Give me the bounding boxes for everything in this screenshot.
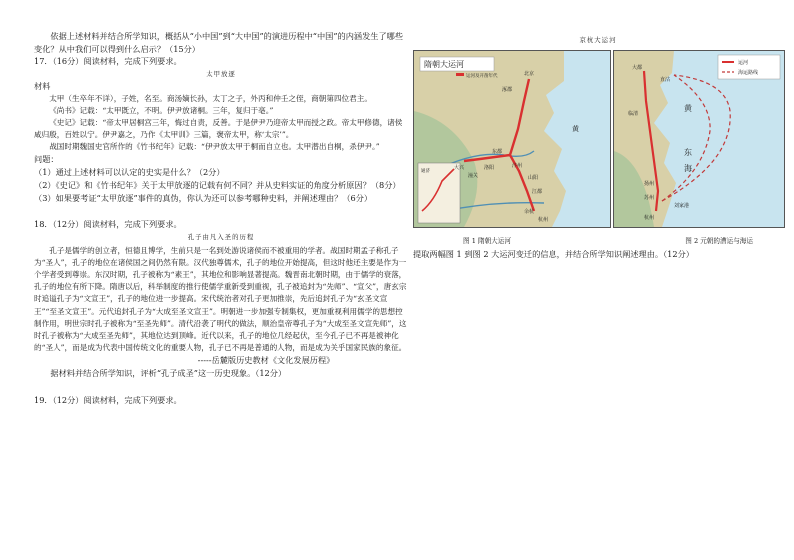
- place-hai: 海: [684, 163, 692, 173]
- q17-material-label: 材料: [34, 81, 51, 92]
- map-captions: [413, 236, 783, 246]
- place-luoyang: 洛阳: [484, 164, 495, 171]
- place-dongdu: 东都: [492, 148, 503, 155]
- place-yangzhou-2: 扬州: [644, 180, 655, 187]
- map-yuan-transport-svg: [614, 51, 784, 227]
- maps-row: [413, 50, 783, 234]
- place-liujiagang: 刘家港: [674, 202, 690, 209]
- inset-label: 通济: [421, 168, 430, 174]
- place-linqing: 临清: [628, 110, 639, 117]
- place-huang: 黄: [572, 124, 579, 133]
- q18-source: -----岳麓版历史教材《文化发展历程》: [197, 355, 335, 366]
- q17-question-3: （3）如果要考证“太甲放逐”事件的真伪，你认为还可以参考哪种史料，并阐述理由？（6分）: [34, 192, 373, 203]
- place-hangzhou-2: 杭州: [644, 214, 655, 221]
- place-zhigu: 直沽: [660, 76, 671, 83]
- q19-heading: 19．（12分）阅读材料，完成下列要求。: [34, 394, 182, 405]
- map-sui-canal: [413, 50, 611, 228]
- grand-canal-title: 京杭大运河: [579, 36, 617, 44]
- q17-material-p2: 《尚书》记载：“太甲既立，不明。伊尹放诸桐。三年，复归于亳。”: [49, 105, 274, 115]
- place-hangzhou: 杭州: [538, 216, 549, 223]
- place-tongguan: 潼关: [468, 172, 479, 179]
- map2-legend-river: 运河: [738, 59, 749, 66]
- map1-legend: 运河及开凿年代: [466, 73, 498, 79]
- q17-title: 太甲放逐: [206, 70, 236, 79]
- q19-question: 提取两幅图 1 到图 2 大运河变迁的信息，并结合所学知识阐述理由。（12分）: [413, 249, 694, 260]
- place-yuhang: 余杭: [524, 208, 535, 215]
- map1-title: 隋朝大运河: [424, 59, 464, 69]
- map1-legend-swatch: [456, 73, 464, 76]
- q17-heading: 17．（16分）阅读材料，完成下列要求。: [34, 56, 182, 67]
- q18-body: 孔子是儒学的创立者，恒德且博学，生前只是一名到处游说诸侯而不被重用的学者。战国时期孟子称孔子为“圣人”，孔子的地位在诸侯国之间仍然有限。汉代独尊儒术，孔子的地位开始提高，但这时他还主要是作为一个学者受到尊崇。东汉时期，孔子被称为“素王”，其地位和影响显著提高。魏晋南北朝时期，由于儒学的衰落，孔子的地位有所下降。隋唐以后，科举制度的推行使儒学重新受到重视，孔子被追封为“先师”、“宣父”，唐玄宗时追谥孔子为“文宣王”，孔子的地位进一步提高。宋代统治者对孔子更加推崇，先后追封孔子为“玄圣文宣王”“至圣文宣王”。元代追封孔子为“大成至圣文宣王”。明朝进一步加强专制集权，更加重视利用儒学的思想控制作用，明世宗时孔子被称为“至圣先师”。清代沿袭了明代的做法，顺治皇帝尊孔子为“大成至圣文宣先师”，这时孔子被称为“大成至圣先师”，其地位达到顶峰。近代以来，孔子的地位几经起伏，至今孔子已不再是被神化的“圣人”，而是成为代表中国传统文化的重要人物，孔子已不再是普通的人物，而是成为关乎国家民族的象征。: [34, 245, 407, 352]
- place-dadu: 大都: [632, 64, 643, 71]
- place-huang-2: 黄: [684, 103, 692, 113]
- q18-title: 孔子由凡入圣的历程: [187, 232, 255, 241]
- place-suzhou: 苏州: [644, 194, 655, 201]
- place-zhuojun: 涿郡: [502, 86, 513, 93]
- q17-questions-label: 问题：: [34, 154, 59, 165]
- left-column: [34, 30, 408, 406]
- q17-material-p4: 战国时期魏国史官所作的《竹书纪年》记载：“伊尹放太甲于桐而自立也。太甲潜出自桐，杀伊尹。”: [49, 142, 380, 152]
- q17-material: [34, 93, 408, 154]
- map-yuan-transport: [613, 50, 785, 228]
- caption-figure-1: 图 1 隋朝大运河: [463, 236, 511, 245]
- q17-question-1: （1）通过上述材料可以认定的史实是什么？（2分）: [34, 167, 225, 178]
- place-dong: 东: [684, 147, 692, 157]
- map2-legend-sea: 海运路线: [738, 69, 759, 76]
- q18-heading: 18．（12分）阅读材料，完成下列要求。: [34, 219, 182, 230]
- caption-figure-2: 图 2 元朝的漕运与海运: [685, 236, 753, 245]
- place-bianzhou: 汴州: [512, 162, 523, 169]
- q16-tail: 依据上述材料并结合所学知识，概括从“小中国”到“大中国”的演进历程中“中国”的内涵发生了哪些变化？从中我们可以得到什么启示？（15分）: [34, 31, 404, 54]
- q17-material-p3: 《史记》记载：“帝太甲居桐宫三年，悔过自责，反善。于是伊尹乃迎帝太甲而授之政。帝太甲修德，诸侯咸归殷，百姓以宁。伊尹嘉之，乃作《太甲训》三篇，褒帝太甲，称‘太宗’”。: [34, 118, 403, 140]
- map-sui-canal-svg: [414, 51, 610, 227]
- q17-material-p1: 太甲（生卒年不详），子姓，名至。商汤嫡长孙，太丁之子，外丙和仲壬之侄，商朝第四位君主。: [49, 93, 372, 103]
- place-jiangdu: 江都: [532, 188, 543, 195]
- place-shanyang: 山阳: [528, 174, 539, 181]
- q17-question-2: （2）《史记》和《竹书纪年》关于太甲放逐的记载有何不同？并从史料实证的角度分析原因？（8分）: [34, 179, 401, 190]
- place-beijing: 北京: [524, 70, 535, 77]
- right-column: [413, 36, 783, 261]
- q18-prompt: 据材料并结合所学知识，评析“孔子成圣”这一历史现象。（12分）: [50, 367, 287, 378]
- place-daxing: 大兴: [454, 164, 465, 171]
